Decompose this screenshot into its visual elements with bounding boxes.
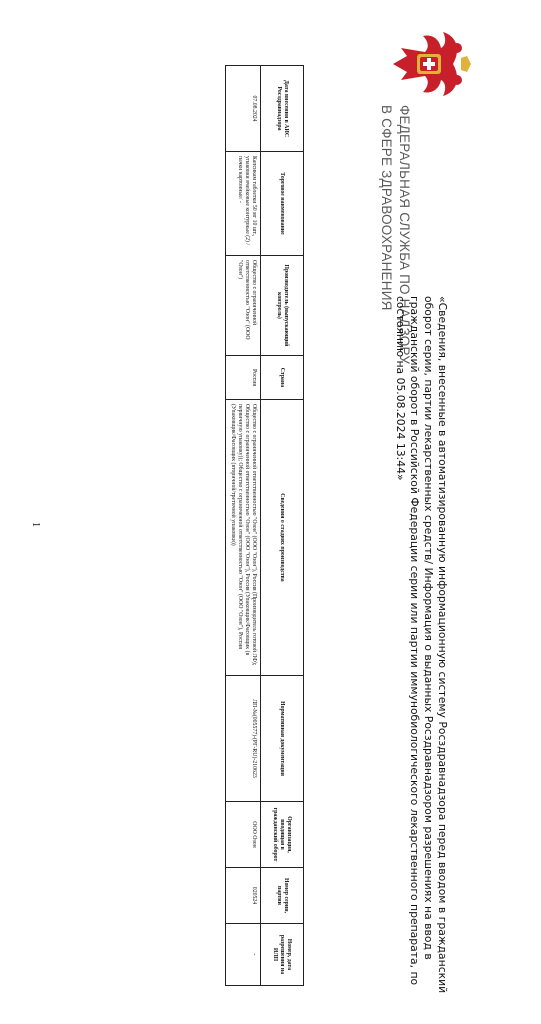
cell-stages: Общество с ограниченной ответственностью "Озон" (ООО "Озон"), Россия (Производитель готовой ЛФ); Общество с ограниченной ответственностью "Озон" (ООО "Озон"), Россия (Упаковщик/Фасовщик (в первичную упаковку)); Общество с ограниченной ответственностью "Озон" (ООО "Озон"), Россия (Упаковщик/Фасовщик (вторичной/третичной упаковки)) bbox=[226, 400, 261, 676]
cell-trade-name: Капсикам таблетки 50 мг 10 шт., упаковки ячейковые контурные (2) /пачки картонные/ - bbox=[226, 152, 261, 256]
column-header-permit: Номер, дата разрешения на ИЛП bbox=[261, 924, 304, 986]
cell-normative-doc: ЛП-№(005577)-(РГ-RU)-210623 bbox=[226, 676, 261, 802]
cell-batch: 020524 bbox=[226, 868, 261, 924]
column-header-country: Страна bbox=[261, 356, 304, 400]
cell-permit: - bbox=[226, 924, 261, 986]
cell-organization: ООО Озон bbox=[226, 802, 261, 868]
column-header-manufacturer: Производитель (выпускающий контроль) bbox=[261, 256, 304, 356]
column-header-organization: Организация, вводящая в гражданский оборот bbox=[261, 802, 304, 868]
double-headed-eagle-emblem-icon bbox=[385, 28, 471, 100]
document-title: «Сведения, внесенные в автоматизированную информационную систему Росздравнадзора перед вводом в гражданский оборот серии, партии лекарственных средств/ Информация о выданных Росздравнадзором разрешениях на ввод в гражданский оборот в Российской Федерации серии или партии иммунобиологического лекарственного препарата, по состоянию на 05.08.2024 13:44» bbox=[394, 296, 449, 994]
batch-registry-table bbox=[225, 65, 304, 986]
column-header-stages: Сведения о стадиях производства bbox=[261, 400, 304, 676]
table-row bbox=[226, 66, 261, 986]
cell-date: 07.08.2024 bbox=[226, 66, 261, 152]
cell-manufacturer: Общество с ограниченной ответственностью "Озон" (ООО "Озон") bbox=[226, 256, 261, 356]
column-header-batch: Номер серии, партии bbox=[261, 868, 304, 924]
agency-name-line1: ФЕДЕРАЛЬНАЯ СЛУЖБА ПО НАДЗОРУ bbox=[397, 105, 412, 365]
column-header-normative-doc: Нормативная документация bbox=[261, 676, 304, 802]
table-header-row bbox=[261, 66, 304, 986]
cell-country: Россия bbox=[226, 356, 261, 400]
column-header-trade-name: Торговое наименование bbox=[261, 152, 304, 256]
agency-name-line2: В СФЕРЕ ЗДРАВООХРАНЕНИЯ bbox=[379, 105, 394, 311]
column-header-date: Дата внесения в АИС Росздравнадзора bbox=[261, 66, 304, 152]
page-number: 1 bbox=[30, 522, 41, 527]
